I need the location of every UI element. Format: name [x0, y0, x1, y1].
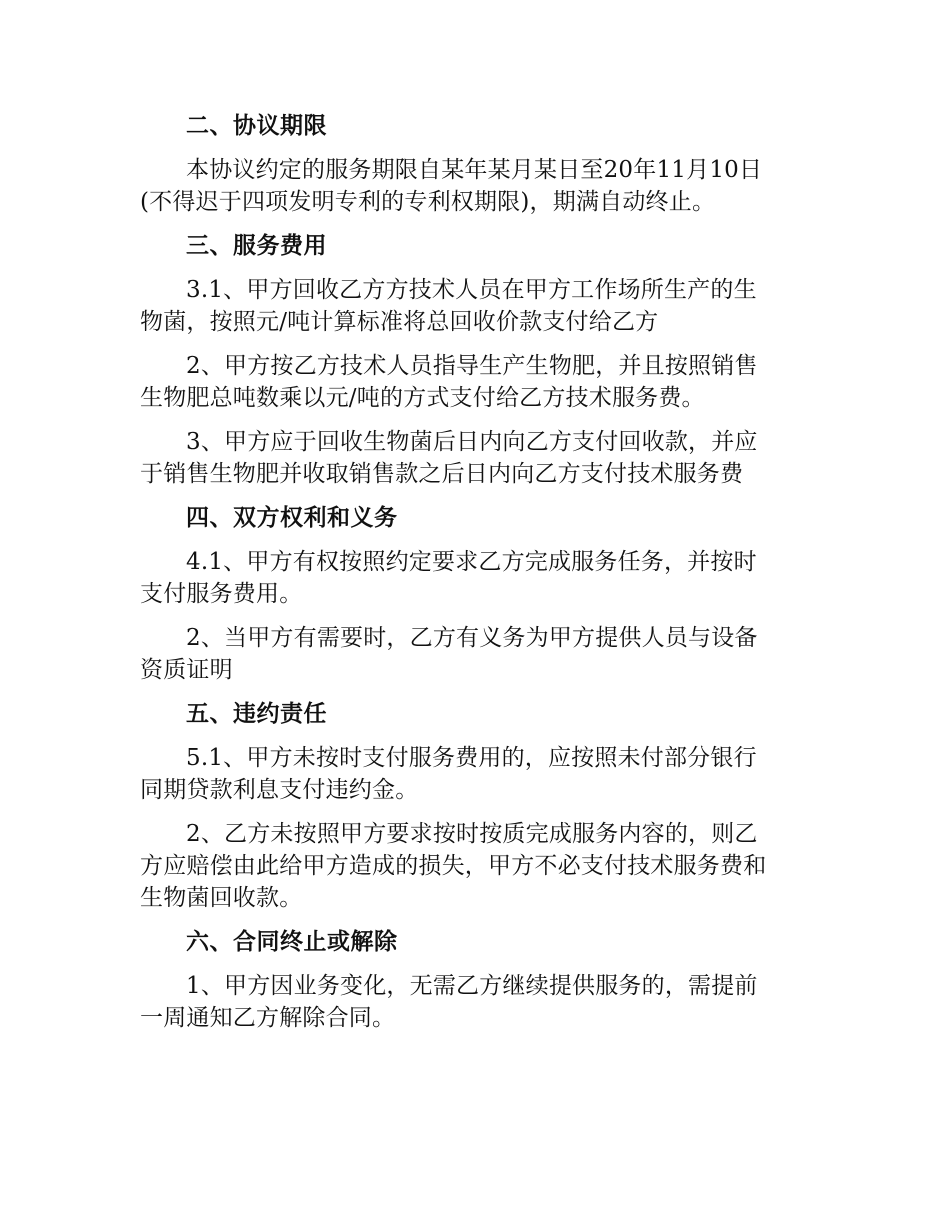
paragraph-line: 资质证明 [140, 657, 233, 683]
paragraph-line: 2、甲方按乙方技术人员指导生产生物肥，并且按照销售 [186, 353, 758, 379]
paragraph-line: 生物肥总吨数乘以元/吨的方式支付给乙方技术服务费。 [140, 385, 705, 411]
paragraph-line: 方应赔偿由此给甲方造成的损失，甲方不必支付技术服务费和 [140, 853, 767, 879]
paragraph-rights-1 [140, 546, 812, 610]
paragraph-line: (不得迟于四项发明专利的专利权期限)，期满自动终止。 [140, 189, 716, 215]
section-heading-term: 二、协议期限 [186, 113, 327, 139]
paragraph-term [140, 154, 812, 218]
paragraph-breach-2 [140, 818, 812, 914]
paragraph-line: 支付服务费用。 [140, 581, 303, 607]
paragraph-line: 于销售生物肥并收取销售款之后日内向乙方支付技术服务费 [140, 461, 744, 487]
paragraph-line: 2、当甲方有需要时，乙方有义务为甲方提供人员与设备 [186, 625, 758, 651]
paragraph-line: 3、甲方应于回收生物菌后日内向乙方支付回收款，并应 [186, 429, 758, 455]
paragraph-line: 4.1、甲方有权按照约定要求乙方完成服务任务，并按时 [186, 549, 757, 575]
section-heading-rights: 四、双方权利和义务 [186, 505, 398, 531]
paragraph-rights-2 [140, 622, 812, 686]
paragraph-breach-1 [140, 742, 812, 806]
paragraph-line: 一周通知乙方解除合同。 [140, 1005, 396, 1031]
paragraph-line: 物菌，按照元/吨计算标准将总回收价款支付给乙方 [140, 309, 659, 335]
paragraph-line: 本协议约定的服务期限自某年某月某日至20年11月10日 [186, 157, 763, 183]
paragraph-line: 3.1、甲方回收乙方方技术人员在甲方工作场所生产的生 [186, 277, 757, 303]
paragraph-fees-2 [140, 350, 812, 414]
paragraph-fees-1 [140, 274, 812, 338]
section-heading-termination: 六、合同终止或解除 [186, 929, 398, 955]
document-page [140, 110, 812, 1046]
paragraph-line: 5.1、甲方未按时支付服务费用的，应按照未付部分银行 [186, 745, 757, 771]
section-heading-fees: 三、服务费用 [186, 233, 327, 259]
paragraph-line: 同期贷款利息支付违约金。 [140, 777, 419, 803]
paragraph-fees-3 [140, 426, 812, 490]
paragraph-line: 生物菌回收款。 [140, 885, 303, 911]
paragraph-line: 2、乙方未按照甲方要求按时按质完成服务内容的，则乙 [186, 821, 758, 847]
paragraph-line: 1、甲方因业务变化，无需乙方继续提供服务的，需提前 [186, 973, 758, 999]
section-heading-breach: 五、违约责任 [186, 701, 327, 727]
paragraph-termination-1 [140, 970, 812, 1034]
